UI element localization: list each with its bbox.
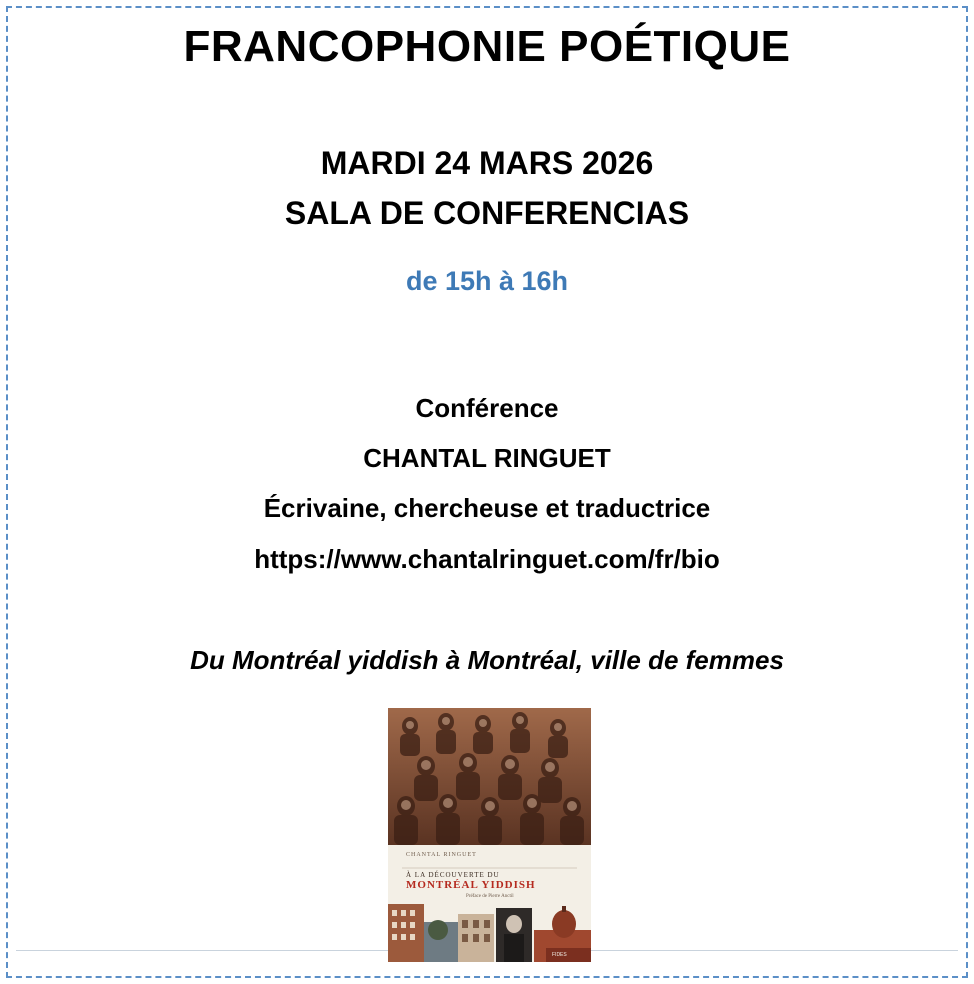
event-series-title: FRANCOPHONIE POÉTIQUE <box>183 22 791 71</box>
event-kind: Conférence <box>415 393 559 423</box>
cover-publisher: FIDES <box>552 952 567 958</box>
event-time: de 15h à 16h <box>405 266 569 296</box>
speaker-role: Écrivaine, chercheuse et traductrice <box>263 493 711 523</box>
speaker-bio-link[interactable]: https://www.chantalringuet.com/fr/bio <box>254 544 720 574</box>
event-date: MARDI 24 MARS 2026 <box>320 145 654 181</box>
talk-title: Du Montréal yiddish à Montréal, ville de femmes <box>190 645 784 675</box>
cover-author: CHANTAL RINGUET <box>406 852 477 858</box>
cover-series: À LA DÉCOUVERTE DU <box>406 871 500 879</box>
book-cover-image <box>388 708 591 962</box>
speaker-name: CHANTAL RINGUET <box>363 443 611 473</box>
cover-preface: Préface de Pierre Anctil <box>466 894 514 899</box>
event-venue: SALA DE CONFERENCIAS <box>284 195 690 231</box>
cover-title: MONTRÉAL YIDDISH <box>406 879 536 891</box>
book-cover-illustration <box>388 708 591 962</box>
